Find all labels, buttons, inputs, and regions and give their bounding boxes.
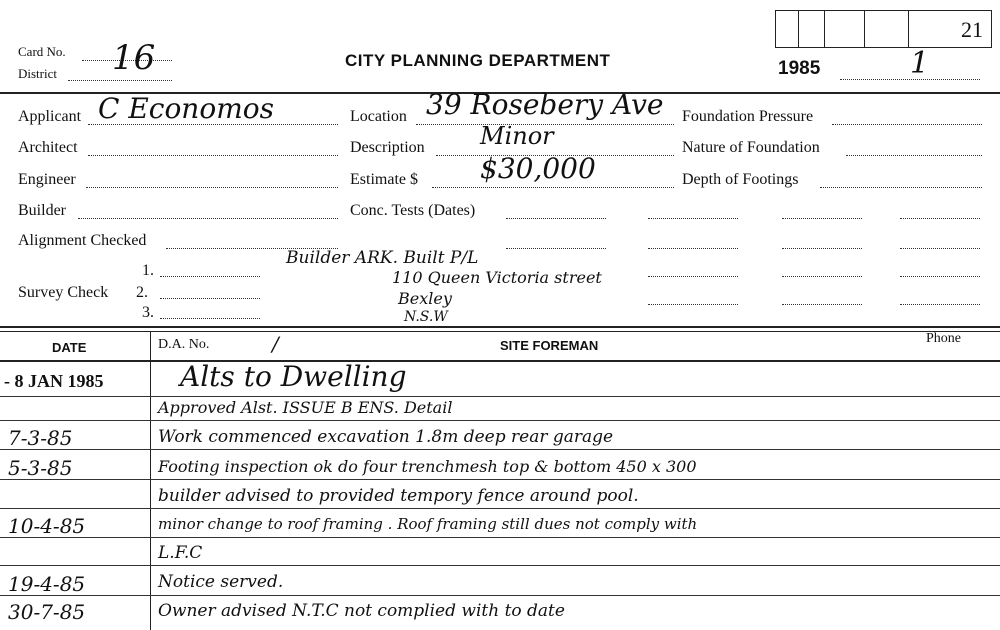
alignment-checked-label: Alignment Checked xyxy=(18,232,147,249)
engineer-label: Engineer xyxy=(18,171,76,188)
row-text: Owner advised N.T.C not complied with to date xyxy=(158,601,565,621)
builder-note-line4: N.S.W xyxy=(404,309,448,325)
row-date: 19-4-85 xyxy=(8,572,86,596)
box-number: 21 xyxy=(961,17,983,42)
applicant-label: Applicant xyxy=(18,108,82,125)
architect-label: Architect xyxy=(18,139,78,156)
da-no-mark: / xyxy=(272,332,279,356)
depth-footings-label: Depth of Footings xyxy=(682,171,799,188)
row-date: 10-4-85 xyxy=(8,514,86,538)
estimate-label: Estimate $ xyxy=(350,171,418,188)
row-text: Work commenced excavation 1.8m deep rear garage xyxy=(158,427,614,447)
location-value: 39 Rosebery Ave xyxy=(426,88,664,121)
row-text: Approved Alst. ISSUE B ENS. Detail xyxy=(158,398,453,417)
survey-3: 3. xyxy=(142,304,154,321)
row-text: L.F.C xyxy=(158,543,203,563)
nature-foundation-label: Nature of Foundation xyxy=(682,139,820,156)
builder-note-line2: 110 Queen Victoria street xyxy=(392,268,602,287)
description-value: Minor xyxy=(480,122,554,150)
year-mark: 1 xyxy=(910,46,930,81)
foundation-pressure-label: Foundation Pressure xyxy=(682,108,814,125)
applicant-value: C Economos xyxy=(98,92,274,125)
location-label: Location xyxy=(350,108,407,125)
row-date: - 8 JAN 1985 xyxy=(4,371,104,391)
survey-1: 1. xyxy=(142,262,154,279)
survey-2: 2. xyxy=(136,284,148,301)
row-text: Alts to Dwelling xyxy=(180,360,407,393)
year-label: 1985 xyxy=(778,58,821,79)
builder-note-line1: Builder ARK. Built P/L xyxy=(286,248,479,268)
row-date: 5-3-85 xyxy=(8,456,73,480)
card-number-box xyxy=(775,10,992,48)
department-title: CITY PLANNING DEPARTMENT xyxy=(345,51,611,70)
row-text: builder advised to provided tempory fence around pool. xyxy=(158,486,639,506)
row-date: 7-3-85 xyxy=(8,426,73,450)
card-no-value: 16 xyxy=(112,38,156,78)
card-no-label: Card No. xyxy=(18,44,66,59)
builder-note-line3: Bexley xyxy=(398,289,452,308)
conc-tests-label: Conc. Tests (Dates) xyxy=(350,202,476,219)
site-foreman-header: SITE FOREMAN xyxy=(500,338,599,353)
da-no-header: D.A. No. xyxy=(158,337,210,352)
builder-label: Builder xyxy=(18,202,66,219)
row-text: minor change to roof framing . Roof framing still dues not comply with xyxy=(158,515,698,533)
row-text: Footing inspection ok do four trenchmesh top & bottom 450 x 300 xyxy=(158,457,697,476)
phone-header: Phone xyxy=(926,331,961,346)
estimate-value: $30,000 xyxy=(480,152,596,185)
description-label: Description xyxy=(350,139,425,156)
district-label: District xyxy=(18,66,57,81)
row-text: Notice served. xyxy=(158,572,284,592)
row-date: 30-7-85 xyxy=(8,600,86,624)
date-header: DATE xyxy=(52,340,87,355)
survey-check-label: Survey Check xyxy=(18,284,109,301)
